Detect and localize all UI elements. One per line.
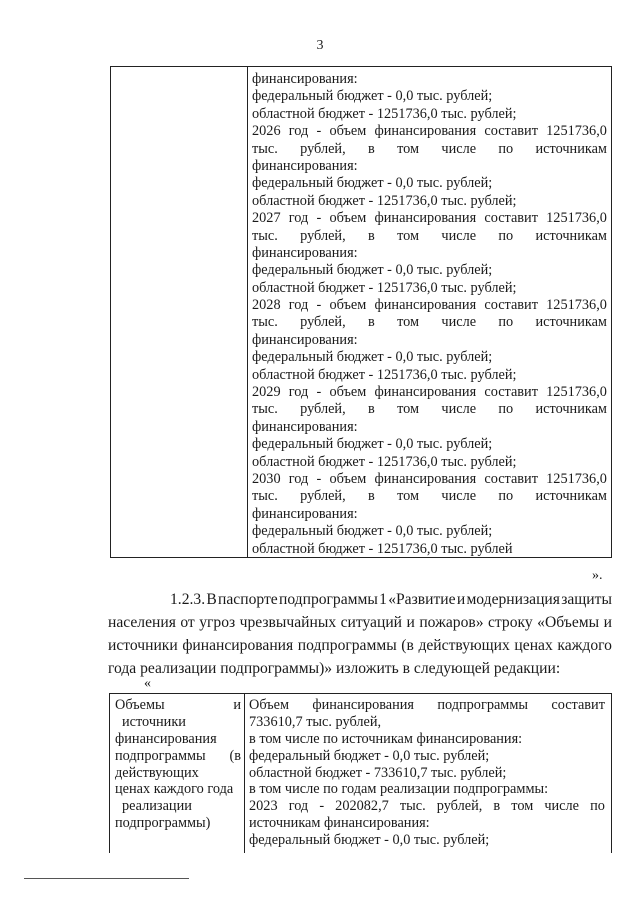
- table-column-divider: [244, 694, 245, 853]
- word: год: [288, 384, 309, 401]
- word: 1251736,0: [546, 123, 607, 140]
- table-text-line: [252, 471, 607, 488]
- word: паспорте: [218, 591, 278, 608]
- table-text-line: областной бюджет - 1251736,0 тыс. рублей;: [252, 366, 517, 383]
- word: источникам: [535, 227, 607, 244]
- table-text-line: [252, 401, 607, 418]
- paragraph-line: [108, 611, 612, 634]
- table-text-line: [252, 141, 607, 158]
- word: числе: [441, 314, 477, 331]
- table-text-line: [252, 297, 607, 314]
- word: объем: [329, 297, 367, 314]
- word: «Объемы: [537, 614, 600, 631]
- table-text-line: [252, 210, 607, 227]
- word: по: [590, 798, 605, 815]
- funding-table-continued: [110, 66, 612, 558]
- word: источникам: [535, 314, 607, 331]
- word: угроз: [199, 614, 236, 631]
- word: тыс.: [252, 401, 278, 418]
- word: «Развитие: [388, 591, 456, 608]
- word: источникам: [535, 140, 607, 157]
- word: рублей,: [300, 488, 346, 505]
- opening-quote: «: [144, 676, 151, 691]
- word: и: [233, 697, 241, 713]
- word: -: [316, 297, 322, 314]
- word: (в: [401, 637, 414, 654]
- word: и: [603, 614, 612, 631]
- word: в: [367, 140, 375, 157]
- table-text-line: финансирования:: [252, 331, 358, 348]
- word: модернизация: [466, 591, 560, 608]
- table-text-line: федеральный бюджет - 0,0 тыс. рублей;: [249, 747, 490, 764]
- word: финансирования: [374, 470, 477, 487]
- word: 202082,7: [335, 798, 389, 815]
- word: числе: [544, 798, 580, 815]
- word: числе: [441, 401, 477, 418]
- table-text-line: источникам финансирования:: [249, 815, 430, 832]
- word: финансирования: [312, 697, 415, 713]
- row-title-line: действующих: [115, 764, 199, 781]
- word: -: [319, 798, 325, 815]
- table-text-line: федеральный бюджет - 0,0 тыс. рублей;: [252, 175, 493, 192]
- word: 2027: [252, 210, 281, 227]
- row-title-line: [115, 748, 241, 765]
- word: год: [288, 470, 309, 487]
- word: том: [397, 488, 420, 505]
- word: и: [406, 614, 415, 631]
- word: -: [316, 123, 322, 140]
- word: тыс.: [252, 140, 278, 157]
- word: тыс.: [252, 227, 278, 244]
- word: подпрограммы: [278, 591, 378, 608]
- word: составит: [484, 384, 538, 401]
- word: подпрограммы: [297, 637, 397, 654]
- table-text-line: областной бюджет - 1251736,0 тыс. рублей;: [252, 453, 517, 470]
- word: в: [367, 314, 375, 331]
- word: чрезвычайных: [239, 614, 337, 631]
- word: по: [498, 314, 514, 331]
- word: объем: [329, 210, 367, 227]
- funding-details-cell: [252, 71, 607, 558]
- word: числе: [441, 488, 477, 505]
- word: в: [367, 488, 375, 505]
- word: 2028: [252, 297, 281, 314]
- table-text-line: федеральный бюджет - 0,0 тыс. рублей;: [252, 349, 493, 366]
- word: защиты: [561, 591, 612, 608]
- word: составит: [484, 123, 538, 140]
- table-text-line: областной бюджет - 733610,7 тыс. рублей;: [249, 764, 507, 781]
- word: -: [316, 384, 322, 401]
- word: по: [498, 488, 514, 505]
- word: рублей,: [300, 227, 346, 244]
- word: источникам: [535, 401, 607, 418]
- row-title-line: реализации: [122, 798, 192, 815]
- word: 1251736,0: [546, 210, 607, 227]
- table-text-line: федеральный бюджет - 0,0 тыс. рублей;: [252, 88, 493, 105]
- word: подпрограммы: [437, 697, 529, 713]
- word: рублей,: [300, 314, 346, 331]
- funding-details-cell: [249, 697, 605, 849]
- subprogram-funding-table: [109, 693, 612, 853]
- closing-quote: ».: [592, 568, 603, 583]
- word: по: [498, 140, 514, 157]
- word: финансирования: [374, 384, 477, 401]
- word: год: [288, 798, 309, 815]
- word: 1251736,0: [546, 384, 607, 401]
- table-column-divider: [247, 67, 248, 557]
- table-text-line: [252, 123, 607, 140]
- word: рублей,: [300, 140, 346, 157]
- word: год: [288, 297, 309, 314]
- word: 1251736,0: [546, 470, 607, 487]
- row-title-line: источники: [122, 713, 186, 730]
- word: том: [511, 798, 534, 815]
- row-title-line: подпрограммы): [115, 815, 211, 832]
- word: населения: [108, 614, 176, 631]
- word: 1.2.3.: [170, 591, 206, 608]
- word: год: [288, 123, 309, 140]
- word: в: [367, 227, 375, 244]
- word: финансирования: [374, 210, 477, 227]
- table-text-line: областной бюджет - 1251736,0 тыс. рублей;: [252, 192, 517, 209]
- word: строку: [488, 614, 533, 631]
- word: в: [367, 401, 375, 418]
- table-text-line: федеральный бюджет - 0,0 тыс. рублей;: [252, 436, 493, 453]
- table-text-line: [249, 697, 605, 714]
- table-text-line: федеральный бюджет - 0,0 тыс. рублей;: [249, 832, 490, 849]
- word: том: [397, 227, 420, 244]
- table-text-line: финансирования:: [252, 244, 358, 261]
- table-text-line: финансирования:: [252, 157, 358, 174]
- word: источникам: [535, 488, 607, 505]
- word: числе: [441, 140, 477, 157]
- word: объем: [329, 470, 367, 487]
- table-text-line: финансирования:: [252, 418, 358, 435]
- word: в: [493, 798, 501, 815]
- word: 1: [379, 591, 387, 608]
- word: (в: [229, 747, 241, 764]
- word: 2030: [252, 470, 281, 487]
- paragraph-line: года реализации подпрограммы)» изложить в следующей редакции:: [108, 660, 561, 677]
- word: действующих: [418, 637, 510, 654]
- word: 2026: [252, 123, 281, 140]
- word: В: [206, 591, 217, 608]
- word: -: [316, 470, 322, 487]
- word: том: [397, 401, 420, 418]
- table-text-line: областной бюджет - 1251736,0 тыс. рублей: [252, 540, 513, 557]
- table-text-line: [252, 488, 607, 505]
- word: составит: [484, 470, 538, 487]
- footnote-separator: [24, 878, 189, 879]
- word: подпрограммы: [115, 747, 206, 764]
- row-title-line: [115, 697, 241, 714]
- table-text-line: 733610,7 тыс. рублей,: [249, 713, 382, 730]
- table-text-line: в том числе по годам реализации подпрограммы:: [249, 781, 549, 798]
- word: финансирования: [374, 297, 477, 314]
- word: 2023: [249, 798, 278, 815]
- table-text-line: областной бюджет - 1251736,0 тыс. рублей;: [252, 105, 517, 122]
- table-text-line: федеральный бюджет - 0,0 тыс. рублей;: [252, 262, 493, 279]
- word: тыс.: [399, 798, 426, 815]
- word: составит: [551, 697, 605, 713]
- table-text-line: в том числе по источникам финансирования:: [249, 730, 523, 747]
- word: финансирования: [182, 637, 294, 654]
- table-text-line: областной бюджет - 1251736,0 тыс. рублей;: [252, 279, 517, 296]
- word: 1251736,0: [546, 297, 607, 314]
- word: и: [456, 591, 466, 608]
- word: пожаров»: [419, 614, 484, 631]
- word: числе: [441, 227, 477, 244]
- table-text-line: финансирования:: [252, 505, 358, 522]
- word: том: [397, 314, 420, 331]
- row-title-line: финансирования: [115, 730, 217, 747]
- word: от: [180, 614, 195, 631]
- word: Объемы: [115, 697, 165, 713]
- table-text-line: [249, 798, 605, 815]
- word: составит: [484, 297, 538, 314]
- word: каждого: [557, 637, 612, 654]
- table-text-line: [252, 314, 607, 331]
- word: Объем: [249, 697, 290, 713]
- table-text-line: финансирования:: [252, 71, 358, 87]
- word: год: [288, 210, 309, 227]
- table-text-line: федеральный бюджет - 0,0 тыс. рублей;: [252, 523, 493, 540]
- word: том: [397, 140, 420, 157]
- table-text-line: [252, 384, 607, 401]
- word: финансирования: [374, 123, 477, 140]
- word: объем: [329, 123, 367, 140]
- table-text-line: [252, 228, 607, 245]
- paragraph-line: [108, 588, 612, 611]
- amendment-paragraph: [108, 588, 612, 680]
- paragraph-line: [108, 634, 612, 657]
- row-title-cell: [115, 697, 241, 832]
- word: -: [316, 210, 322, 227]
- word: источники: [108, 637, 178, 654]
- word: рублей,: [300, 401, 346, 418]
- word: ценах: [514, 637, 553, 654]
- word: 2029: [252, 384, 281, 401]
- word: рублей,: [436, 798, 483, 815]
- page-number: 3: [316, 38, 324, 53]
- word: по: [498, 227, 514, 244]
- word: ситуаций: [340, 614, 403, 631]
- word: составит: [484, 210, 538, 227]
- word: объем: [329, 384, 367, 401]
- row-title-line: ценах каждого года: [115, 781, 234, 798]
- word: тыс.: [252, 488, 278, 505]
- word: тыс.: [252, 314, 278, 331]
- word: по: [498, 401, 514, 418]
